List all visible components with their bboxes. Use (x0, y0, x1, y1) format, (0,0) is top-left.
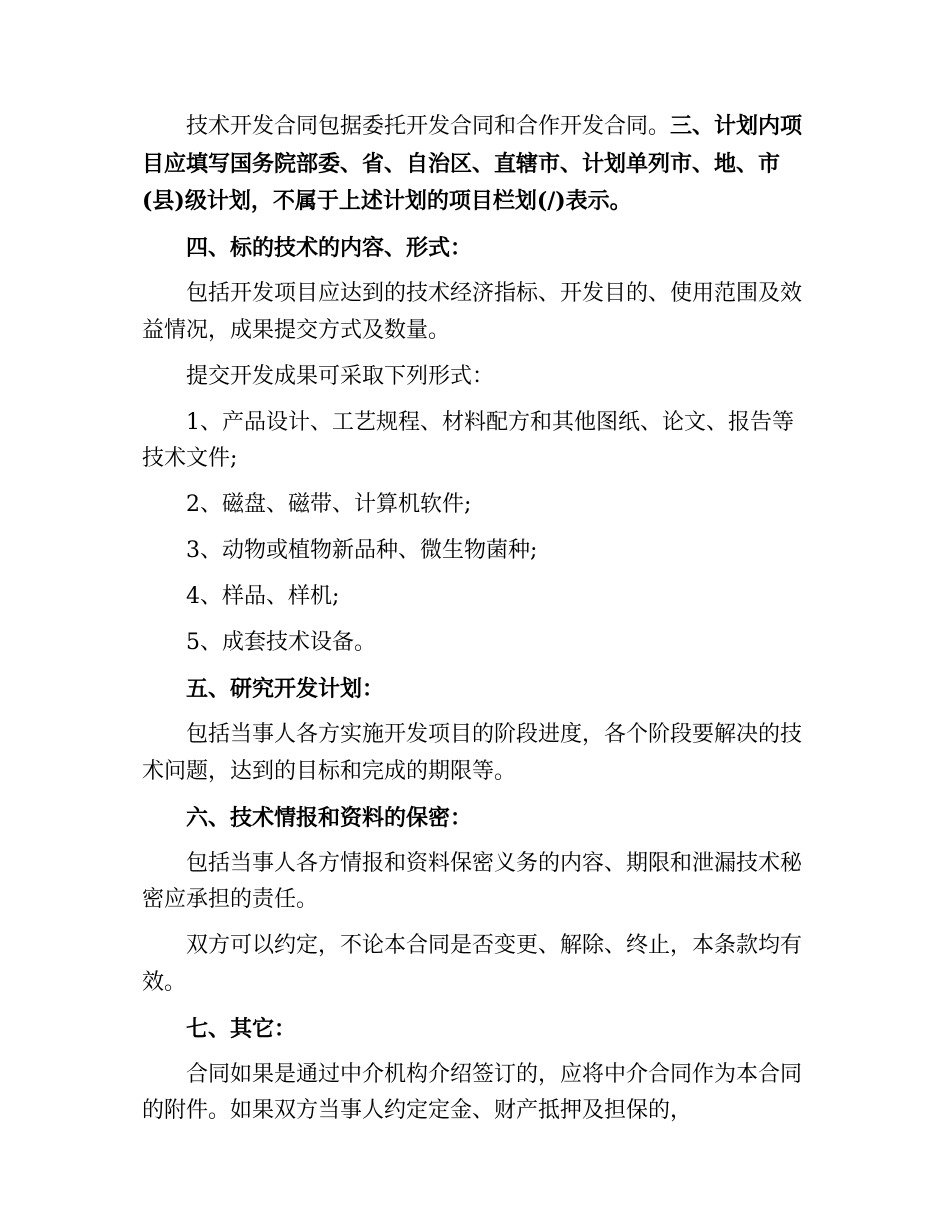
section-6-heading: 六、技术情报和资料的保密： (186, 804, 473, 831)
section-5-heading: 五、研究开发计划： (186, 676, 385, 702)
document-body (142, 108, 810, 1139)
list-item: 1、产品设计、工艺规程、材料配方和其他图纸、论文、报告等技术文件; (142, 409, 794, 471)
list-item: 5、成套技术设备。 (186, 630, 376, 655)
section-7-heading: 七、其它： (186, 1015, 297, 1042)
paragraph-text: 包括当事人各方情报和资料保密义务的内容、期限和泄漏技术秘密应承担的责任。 (142, 850, 803, 912)
paragraph-text: 提交开发成果可采取下列形式： (186, 363, 495, 389)
paragraph-text: 合同如果是通过中介机构介绍签订的，应将中介合同作为本合同的附件。如果双方当事人约定定金、财产抵押及担保的， (142, 1061, 803, 1123)
list-item: 4、样品、样机; (186, 584, 340, 609)
paragraph-text: 双方可以约定，不论本合同是否变更、解除、终止，本条款均有效。 (142, 933, 803, 995)
section-3-text: 三、计划内项目应填写国务院部委、省、自治区、直辖市、计划单列市、地、市(县)级计划，不属于上述计划的项目栏划(/)表示。 (142, 113, 803, 214)
paragraph-text: 包括当事人各方实施开发项目的阶段进度，各个阶段要解决的技术问题，达到的目标和完成的期限等。 (142, 722, 803, 784)
paragraph-contract-types (142, 108, 810, 221)
list-item: 2、磁盘、磁带、计算机软件; (186, 492, 472, 517)
section-4-heading: 四、标的技术的内容、形式： (186, 235, 473, 261)
paragraph-text: 技术开发合同包据委托开发合同和合作开发合同。 (186, 114, 671, 139)
paragraph-text: 包括开发项目应达到的技术经济指标、开发目的、使用范围及效益情况，成果提交方式及数量。 (142, 281, 803, 343)
list-item: 3、动物或植物新品种、微生物菌种; (186, 538, 538, 563)
